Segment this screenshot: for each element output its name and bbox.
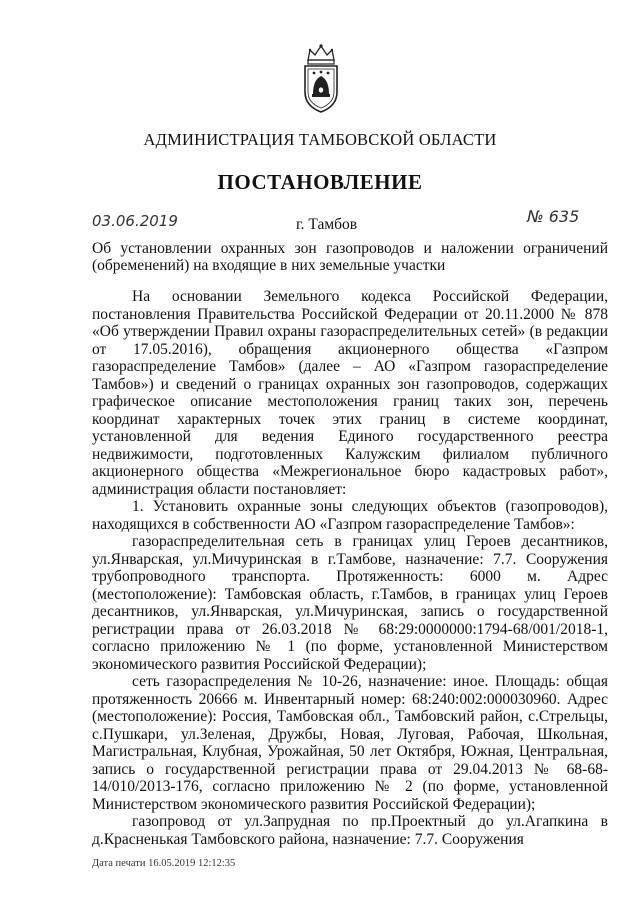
document-body	[92, 288, 608, 848]
coat-of-arms-icon	[296, 42, 346, 114]
body-paragraph: сеть газораспределения № 10-26, назначение: иное. Площадь: общая протяженность 20666 м. Инвентарный номер: 68:240:002:000030960. Адрес (местоположение): Россия, Тамбовская обл., Тамбовский район, с.Стрельцы, с.Пушкари, ул.Зеленая, Дружбы, Новая, Луговая, Рабочая, Школьная, Магистральная, Клубная, Урожайная, 50 лет Октября, Южная, Центральная, запись о государственной регистрации права от 29.04.2013 № 68-68-14/010/2013-176, согласно приложению № 2 (по форме, установленной Министерством экономического развития Российской Федерации);	[92, 673, 608, 813]
document-subject: Об установлении охранных зон газопроводов и наложении ограничений (обременений) на входящие в них земельные участки	[92, 240, 608, 274]
document-number: № 635	[527, 207, 580, 226]
document-date: 03.06.2019	[92, 212, 178, 230]
document-title: ПОСТАНОВЛЕНИЕ	[217, 170, 423, 194]
document-city: г. Тамбов	[296, 216, 358, 233]
body-paragraph: На основании Земельного кодекса Российской Федерации, постановления Правительства Российской Федерации от 20.11.2000 № 878 «Об утверждении Правил охраны газораспределительных сетей» (в редакции от 17.05.2016), обращения акционерного общества «Газпром газораспределение Тамбов» (далее – АО «Газпром газораспределение Тамбов») и сведений о границах охранных зон газопроводов, содержащих графическое описание местоположения границ таких зон, перечень координат характерных точек этих границ в системе координат, установленной для ведения Единого государственного реестра недвижимости, подготовленных Калужским филиалом публичного акционерного общества «Межрегиональное бюро кадастровых работ», администрация области постановляет:	[92, 288, 608, 498]
print-date: Дата печати 16.05.2019 12:12:35	[92, 858, 236, 869]
body-paragraph: газораспределительная сеть в границах улиц Героев десантников, ул.Январская, ул.Мичуринская в г.Тамбове, назначение: 7.7. Сооружения трубопроводного транспорта. Протяженность: 6000 м. Адрес (местоположение): Тамбовская область, г.Тамбов, в границах улиц Героев десантников, ул.Январская, ул.Мичуринская, запись о государственной регистрации права от 26.03.2018 № 68:29:0000000:1794-68/001/2018-1, согласно приложению № 1 (по форме, установленной Министерством экономического развития Российской Федерации);	[92, 533, 608, 673]
body-paragraph: 1. Установить охранные зоны следующих объектов (газопроводов), находящихся в собственности АО «Газпром газораспределение Тамбов»:	[92, 498, 608, 533]
body-paragraph: газопровод от ул.Запрудная по пр.Проектный до ул.Агапкина в д.Красненькая Тамбовского района, назначение: 7.7. Сооружения	[92, 813, 608, 848]
agency-name: АДМИНИСТРАЦИЯ ТАМБОВСКОЙ ОБЛАСТИ	[143, 130, 497, 149]
